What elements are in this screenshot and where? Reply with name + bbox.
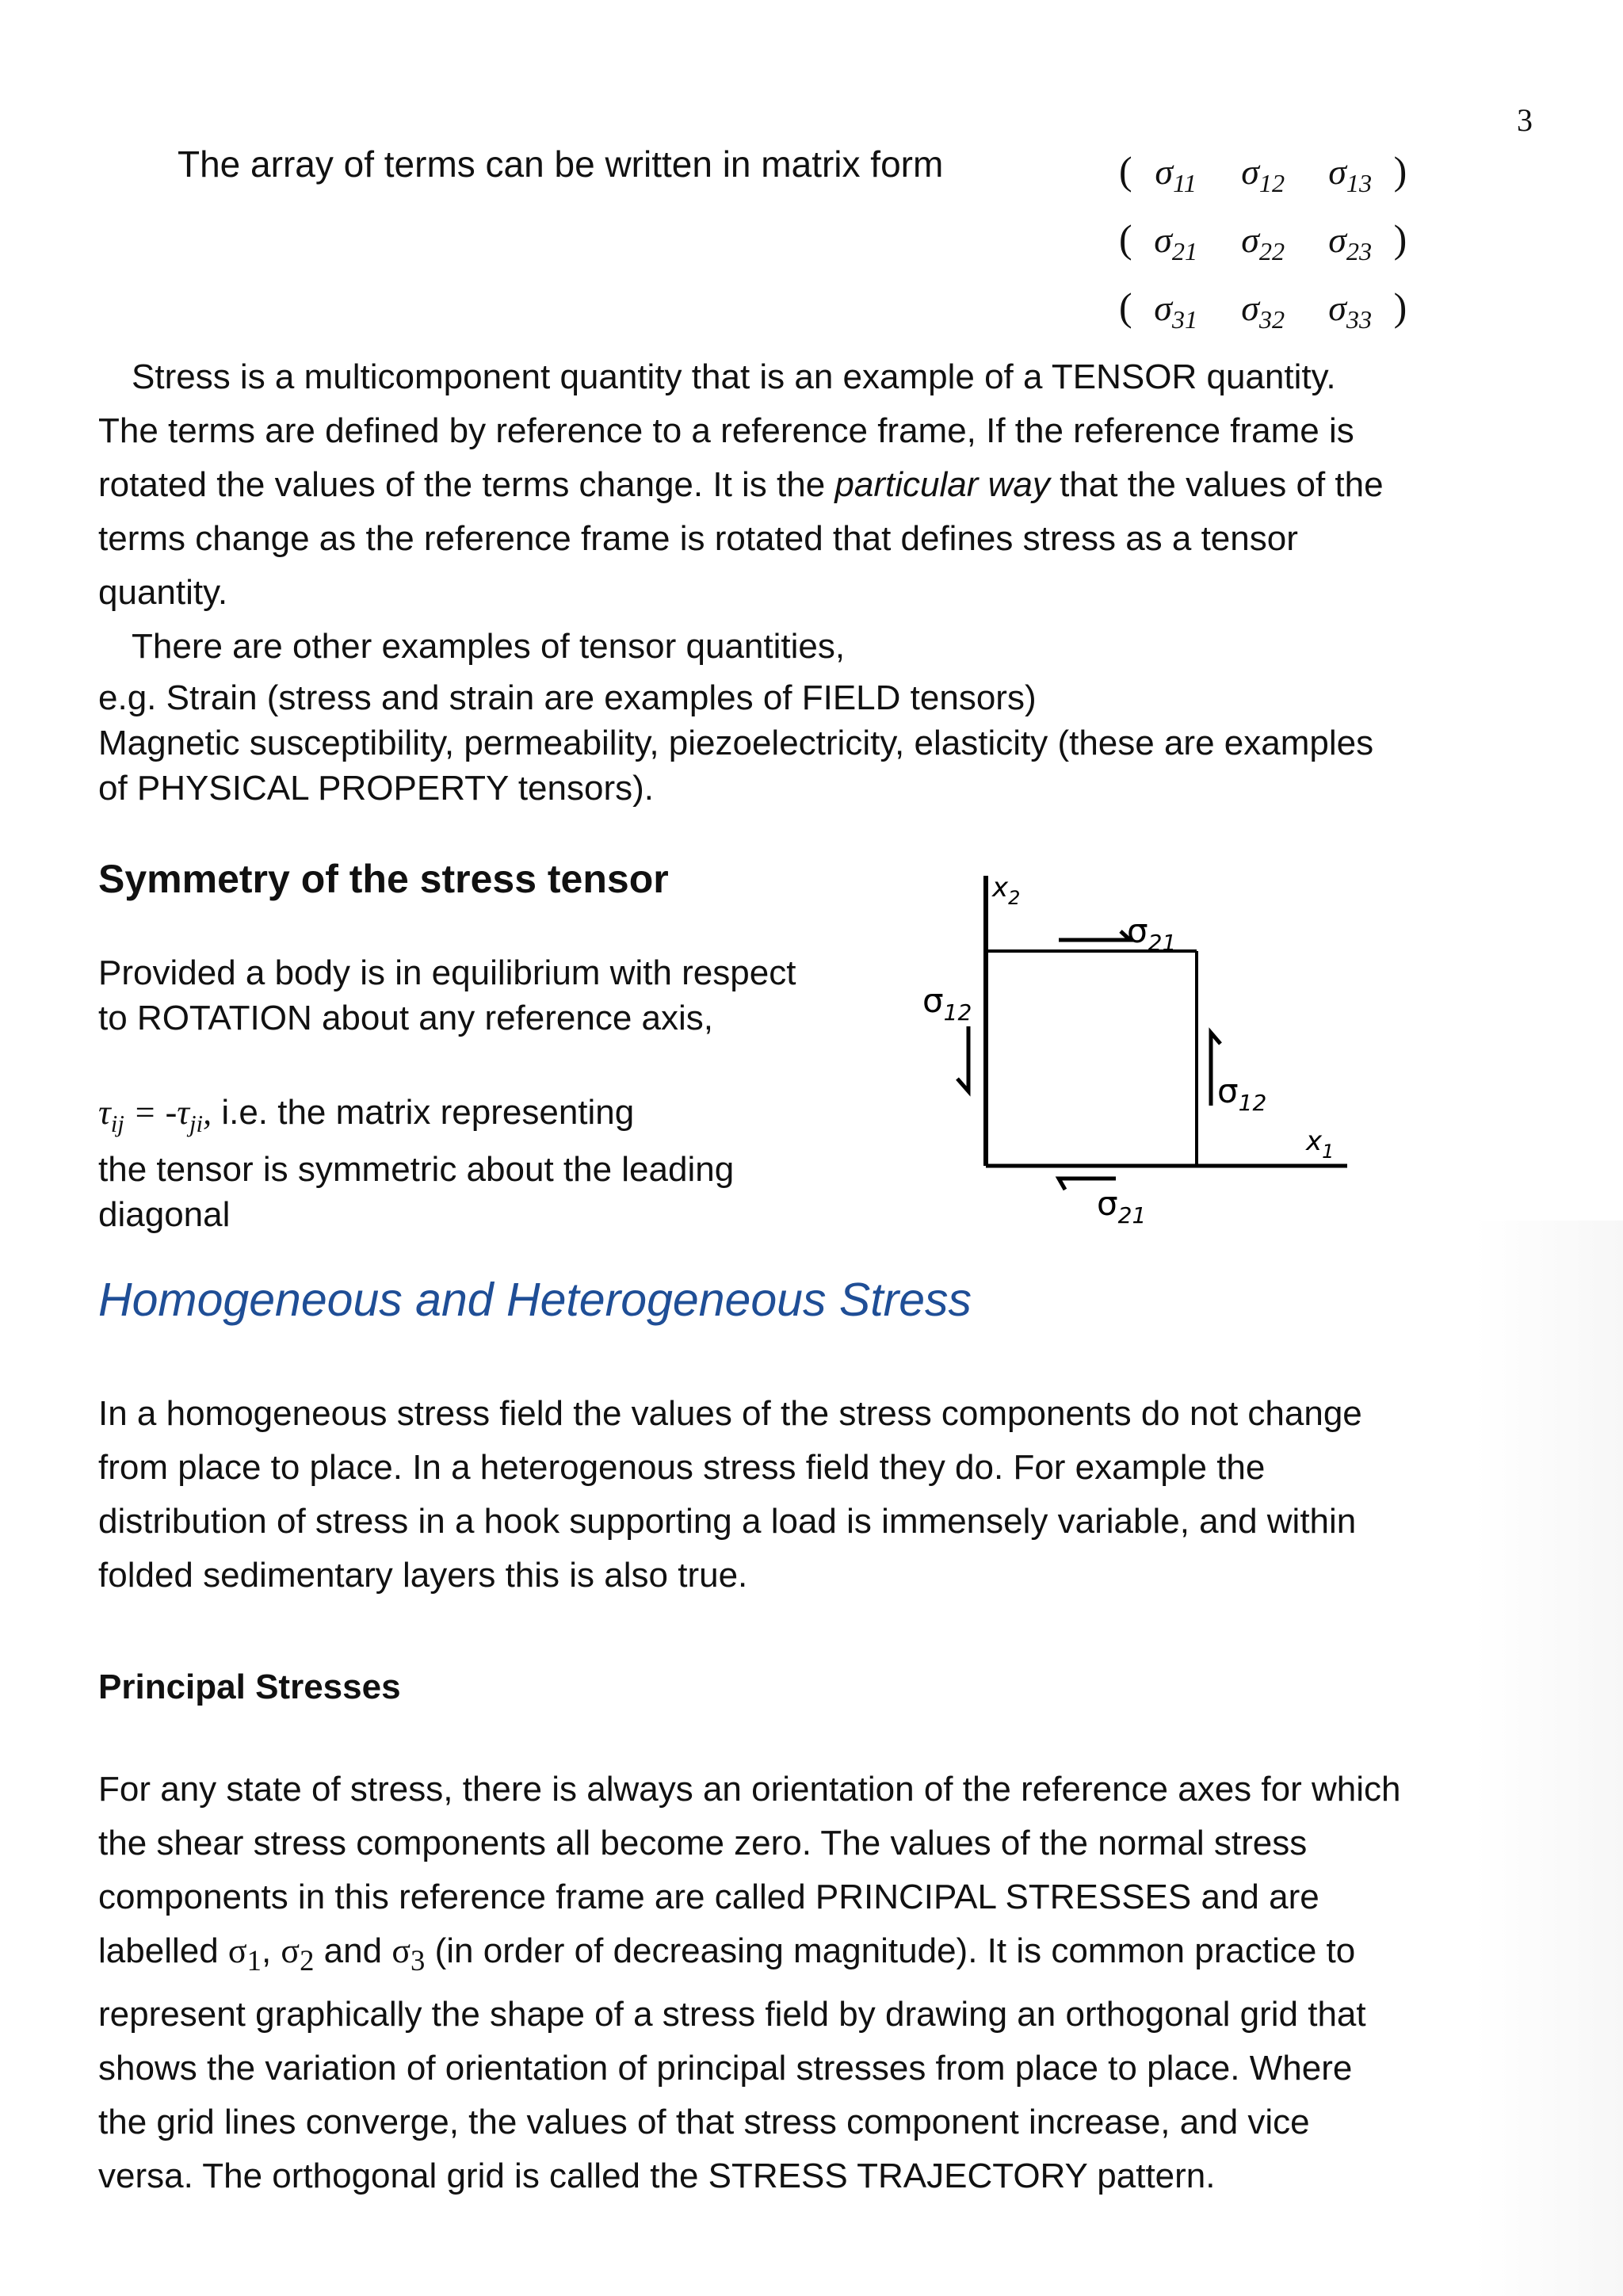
- homogeneous-heading: Homogeneous and Heterogeneous Stress: [98, 1274, 972, 1326]
- homogeneous-line-1: In a homogeneous stress field the values of the stress components do not change: [98, 1394, 1362, 1433]
- symmetry-equation-line: $\tau_{ij} = -\tau_{ji}$, i.e. the matrix representing: [98, 1093, 635, 1137]
- sigma21-top-label: $\sigma_{21}$: [1127, 911, 1177, 956]
- symmetry-line-3: the tensor is symmetric about the leading: [98, 1149, 735, 1189]
- tensor-line-2: The terms are defined by reference to a reference frame, If the reference frame is: [98, 411, 1354, 450]
- matrix-row-3: ( $\sigma_{31}$ $\sigma_{32}$ $\sigma_{33}$ ): [1119, 285, 1407, 334]
- page-number: 3: [1517, 102, 1533, 138]
- matrix-intro-text: The array of terms can be written in matrix form: [178, 143, 944, 185]
- other-tensors-line-4: of PHYSICAL PROPERTY tensors).: [98, 769, 654, 808]
- principal-line-5: represent graphically the shape of a stress field by drawing an orthogonal grid that: [98, 1994, 1366, 2034]
- other-tensors-line-1: There are other examples of tensor quantities,: [132, 627, 846, 666]
- principal-line-8: versa. The orthogonal grid is called the STRESS TRAJECTORY pattern.: [98, 2156, 1216, 2195]
- tensor-paragraph: [98, 350, 1572, 674]
- symmetry-equation: $\tau_{ij} = -\tau_{ji}$,: [98, 1093, 212, 1137]
- symmetry-text-2: [98, 1090, 734, 1237]
- x1-axis-label: $x_1$: [1306, 1125, 1335, 1163]
- homogeneous-line-3: distribution of stress in a hook supporting a load is immensely variable, and within: [98, 1502, 1357, 1541]
- x2-axis-label: $x_2$: [992, 872, 1021, 909]
- symmetry-heading: Symmetry of the stress tensor: [98, 857, 669, 901]
- symmetry-line-4: diagonal: [98, 1194, 231, 1234]
- principal-line-7: the grid lines converge, the values of that stress component increase, and vice: [98, 2102, 1310, 2141]
- principal-line-4: labelled $\sigma_1$, $\sigma_2$ and $\sigma_3$ (in order of decreasing magnitude). It is common practice to: [98, 1931, 1356, 1977]
- tensor-line-5: quantity.: [98, 573, 228, 612]
- principal-line-1: For any state of stress, there is always an orientation of the reference axes for which: [98, 1770, 1401, 1809]
- stress-element-diagram: [903, 860, 1363, 1240]
- tensor-line-4: terms change as the reference frame is rotated that defines stress as a tensor: [98, 519, 1298, 558]
- other-tensors-line-2: e.g. Strain (stress and strain are examples of FIELD tensors): [98, 678, 1037, 717]
- matrix-row-2: ( $\sigma_{21}$ $\sigma_{22}$ $\sigma_{23}$ ): [1119, 216, 1407, 266]
- homogeneous-paragraph: [98, 1387, 1572, 1603]
- stress-matrix: [1119, 143, 1407, 348]
- matrix-row-1: ( $\sigma_{11}$ $\sigma_{12}$ $\sigma_{13}$ ): [1119, 148, 1407, 198]
- sigma21-top-arrow: [1059, 931, 1130, 940]
- tensor-line-3: rotated the values of the terms change. It is the particular way that the values of the: [98, 465, 1384, 504]
- sigma12-left-arrow: [957, 1026, 968, 1091]
- principal-line-6: shows the variation of orientation of principal stresses from place to place. Where: [98, 2048, 1353, 2088]
- symmetry-line-2: to ROTATION about any reference axis,: [98, 999, 714, 1037]
- other-tensors-paragraph: [98, 675, 1572, 811]
- sigma12-right-label: $\sigma_{12}$: [1217, 1072, 1267, 1116]
- principal-line-2: the shear stress components all become zero. The values of the normal stress: [98, 1824, 1308, 1862]
- sigma12-left-label: $\sigma_{12}$: [922, 981, 972, 1026]
- tensor-line-1: Stress is a multicomponent quantity that is an example of a TENSOR quantity.: [132, 357, 1336, 396]
- principal-line-3: components in this reference frame are called PRINCIPAL STRESSES and are: [98, 1878, 1319, 1916]
- other-tensors-line-3: Magnetic susceptibility, permeability, piezoelectricity, elasticity (these are examples: [98, 724, 1374, 762]
- principal-heading: Principal Stresses: [98, 1668, 401, 1706]
- homogeneous-line-4: folded sedimentary layers this is also true.: [98, 1556, 748, 1595]
- principal-paragraph: [98, 1763, 1588, 2203]
- symmetry-line-1: Provided a body is in equilibrium with respect: [98, 953, 796, 992]
- homogeneous-line-2: from place to place. In a heterogenous stress field they do. For example the: [98, 1448, 1266, 1487]
- symmetry-text-1: [98, 950, 796, 1041]
- sigma21-bottom-label: $\sigma_{21}$: [1097, 1184, 1147, 1228]
